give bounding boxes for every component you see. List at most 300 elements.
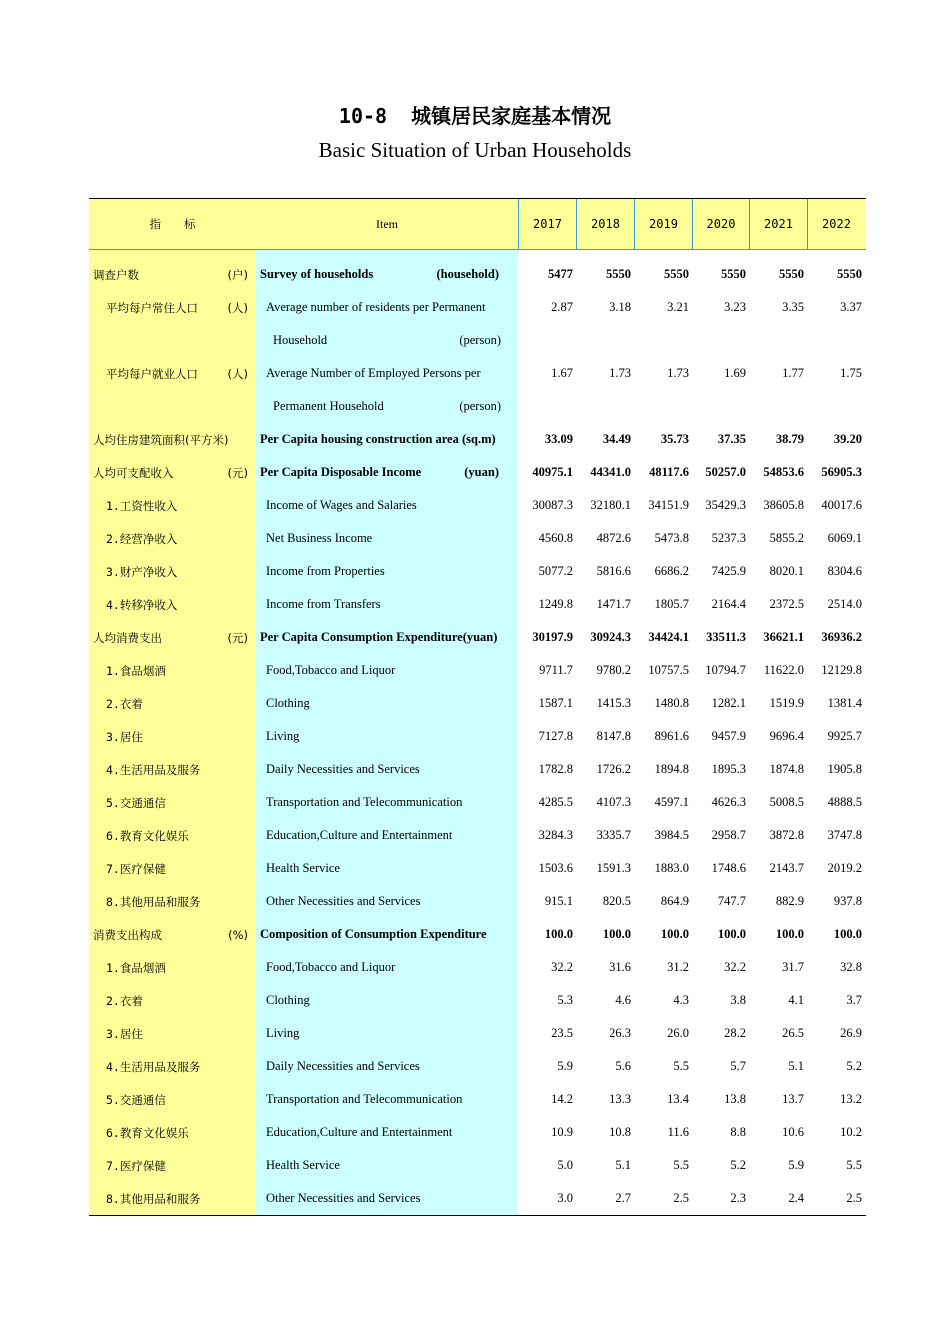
item-en-label: Transportation and Telecommunication (266, 1092, 463, 1106)
value-cell-2022: 26.9 (840, 1026, 862, 1040)
value-cell-2022: 2514.0 (827, 597, 862, 611)
table-row (89, 1017, 866, 1050)
value-cell-2021: 2.4 (788, 1191, 804, 1205)
indicator-cn-text: 人均消费支出 (93, 630, 162, 645)
indicator-cn-text: 医疗保健 (119, 1158, 166, 1173)
value-cell-2022: 3747.8 (827, 828, 862, 842)
table-row (89, 291, 866, 324)
value-cell-2018: 4872.6 (596, 531, 631, 545)
cell-indicator-cn (89, 720, 256, 753)
value-cell-2022: 2.5 (846, 1191, 862, 1205)
value-cell-2018: 1726.2 (596, 762, 631, 776)
value-cell-2018: 31.6 (609, 960, 631, 974)
item-en-label: Clothing (266, 696, 310, 710)
value-cell-2018: 4107.3 (596, 795, 631, 809)
indicator-cn-number: 1. (106, 663, 120, 678)
header-indicator: 指 标 (89, 199, 256, 249)
value-cell-2017: 5.0 (557, 1158, 573, 1172)
cell-indicator-cn (89, 753, 256, 786)
table-row (89, 621, 866, 654)
cell-item-en (256, 984, 518, 1017)
value-cell-2018: 30924.3 (590, 630, 631, 644)
value-cell-2019: 1883.0 (654, 861, 689, 875)
item-en-label: Per Capita Consumption Expenditure(yuan) (260, 630, 498, 644)
value-cell-2018 (576, 390, 634, 423)
value-cell-2020: 7425.9 (711, 564, 746, 578)
table-row (89, 522, 866, 555)
value-cell-2021: 1519.9 (769, 696, 804, 710)
value-cell-2017: 4285.5 (538, 795, 573, 809)
table-row (89, 885, 866, 918)
value-cell-2022: 1381.4 (827, 696, 862, 710)
table-row (89, 423, 866, 456)
indicator-cn-number: 5. (106, 1092, 120, 1107)
value-cell-2017 (518, 324, 576, 357)
item-en-label: Income from Transfers (266, 597, 381, 611)
value-cell-2020: 3.23 (724, 300, 746, 314)
value-cell-2020: 1282.1 (711, 696, 746, 710)
value-cell-2017: 1587.1 (538, 696, 573, 710)
table-number: 10-8 (338, 104, 388, 128)
item-en-label: Education,Culture and Entertainment (266, 828, 453, 842)
cell-item-en (256, 588, 518, 621)
value-cell-2022: 12129.8 (821, 663, 862, 677)
value-cell-2019 (634, 324, 692, 357)
table-row (89, 654, 866, 687)
value-cell-2021: 5550 (779, 267, 804, 281)
value-cell-2017: 3.0 (557, 1191, 573, 1205)
value-cell-2021: 5008.5 (769, 795, 804, 809)
cell-item-en (256, 687, 518, 720)
item-en-label: Other Necessities and Services (266, 1191, 421, 1205)
table-row (89, 687, 866, 720)
cell-indicator-cn (89, 522, 256, 555)
item-en-label: Health Service (266, 1158, 340, 1172)
value-cell-2017: 1782.8 (538, 762, 573, 776)
value-cell-2020 (692, 324, 749, 357)
item-en-label: Daily Necessities and Services (266, 1059, 420, 1073)
value-cell-2018: 34.49 (602, 432, 631, 446)
value-cell-2018: 32180.1 (590, 498, 631, 512)
cell-indicator-cn (89, 357, 256, 390)
value-cell-2019: 864.9 (660, 894, 689, 908)
value-cell-2020: 5.7 (730, 1059, 746, 1073)
indicator-cn-number: 3. (106, 729, 120, 744)
cell-indicator-cn (89, 654, 256, 687)
value-cell-2022: 4888.5 (827, 795, 862, 809)
value-cell-2020: 3.8 (730, 993, 746, 1007)
value-cell-2019: 5.5 (673, 1158, 689, 1172)
value-cell-2018: 26.3 (609, 1026, 631, 1040)
cell-indicator-cn (89, 1116, 256, 1149)
indicator-cn-label (106, 1026, 143, 1042)
indicator-cn-label (106, 1158, 166, 1174)
value-cell-2022: 2019.2 (827, 861, 862, 875)
indicator-cn-label (106, 1125, 189, 1141)
cell-item-en (256, 852, 518, 885)
cell-indicator-cn (89, 687, 256, 720)
item-en-label: Education,Culture and Entertainment (266, 1125, 453, 1139)
indicator-cn-label (106, 564, 177, 580)
value-cell-2021: 5.9 (788, 1158, 804, 1172)
value-cell-2021 (749, 324, 807, 357)
cell-item-en (256, 522, 518, 555)
item-en-label: Income of Wages and Salaries (266, 498, 417, 512)
value-cell-2018: 3335.7 (596, 828, 631, 842)
table-row (89, 819, 866, 852)
value-cell-2017: 32.2 (551, 960, 573, 974)
value-cell-2018: 13.3 (609, 1092, 631, 1106)
table-row (89, 390, 866, 423)
value-cell-2022: 56905.3 (821, 465, 862, 479)
item-en-label: Food,Tobacco and Liquor (266, 960, 396, 974)
value-cell-2019: 5473.8 (654, 531, 689, 545)
item-en-label: Clothing (266, 993, 310, 1007)
value-cell-2021: 36621.1 (763, 630, 804, 644)
cell-item-en (256, 291, 518, 324)
indicator-cn-number: 2. (106, 696, 120, 711)
value-cell-2022: 6069.1 (827, 531, 862, 545)
value-cell-2018: 100.0 (602, 927, 631, 941)
cell-item-en (256, 819, 518, 852)
value-cell-2019: 4597.1 (654, 795, 689, 809)
value-cell-2022: 5550 (837, 267, 862, 281)
indicator-cn-number: 1. (106, 960, 120, 975)
value-cell-2022: 32.8 (840, 960, 862, 974)
value-cell-2017: 5477 (548, 267, 573, 281)
value-cell-2020: 8.8 (730, 1125, 746, 1139)
cell-item-en (256, 1182, 518, 1215)
value-cell-2019: 1805.7 (654, 597, 689, 611)
value-cell-2019: 4.3 (673, 993, 689, 1007)
cell-indicator-cn (89, 918, 256, 951)
value-cell-2019: 6686.2 (654, 564, 689, 578)
indicator-cn-text: 衣着 (119, 993, 143, 1008)
cell-item-en (256, 1083, 518, 1116)
value-cell-2020: 2164.4 (711, 597, 746, 611)
value-cell-2019: 8961.6 (654, 729, 689, 743)
table-row (89, 1149, 866, 1182)
indicator-cn-number: 4. (106, 597, 120, 612)
value-cell-2019: 34151.9 (648, 498, 689, 512)
value-cell-2021: 2372.5 (769, 597, 804, 611)
value-cell-2017: 5077.2 (538, 564, 573, 578)
value-cell-2022: 937.8 (833, 894, 862, 908)
value-cell-2020: 5.2 (730, 1158, 746, 1172)
cell-indicator-cn (89, 1017, 256, 1050)
value-cell-2021: 3.35 (782, 300, 804, 314)
header-spacer (89, 250, 866, 258)
value-cell-2017: 100.0 (544, 927, 573, 941)
value-cell-2018: 8147.8 (596, 729, 631, 743)
cell-indicator-cn (89, 819, 256, 852)
value-cell-2019: 1.73 (667, 366, 689, 380)
item-en-unit: (person) (459, 333, 501, 347)
indicator-cn-text: 经营净收入 (119, 531, 178, 546)
value-cell-2018 (576, 324, 634, 357)
indicator-cn-text: 食品烟酒 (119, 663, 166, 678)
table-row (89, 918, 866, 951)
value-cell-2017 (518, 390, 576, 423)
value-cell-2019: 13.4 (667, 1092, 689, 1106)
cell-indicator-cn (89, 1149, 256, 1182)
indicator-cn-text: 转移净收入 (119, 597, 178, 612)
value-cell-2021: 5855.2 (769, 531, 804, 545)
cell-indicator-cn (89, 423, 256, 456)
item-en-unit: (person) (459, 399, 501, 413)
cell-indicator-cn (89, 258, 256, 291)
value-cell-2019: 5.5 (673, 1059, 689, 1073)
page-title-en: Basic Situation of Urban Households (318, 138, 632, 162)
indicator-cn-number: 2. (106, 531, 120, 546)
value-cell-2021: 26.5 (782, 1026, 804, 1040)
table-body (89, 258, 866, 1215)
cell-item-en (256, 423, 518, 456)
cell-item-en (256, 621, 518, 654)
indicator-cn-label (106, 960, 166, 976)
value-cell-2020: 32.2 (724, 960, 746, 974)
cell-indicator-cn (89, 885, 256, 918)
indicator-cn-text: 教育文化娱乐 (119, 828, 189, 843)
cell-item-en (256, 786, 518, 819)
table-row (89, 324, 866, 357)
value-cell-2022: 1.75 (840, 366, 862, 380)
indicator-cn-text: 平均每户就业人口 (106, 366, 198, 381)
value-cell-2021: 1874.8 (769, 762, 804, 776)
value-cell-2022: 5.5 (846, 1158, 862, 1172)
indicator-cn-unit: (元) (227, 630, 248, 645)
cell-item-en (256, 357, 518, 390)
indicator-cn-text: 其他用品和服务 (119, 894, 201, 909)
indicator-cn-label (106, 696, 143, 712)
indicator-cn-unit: (人) (227, 300, 248, 315)
value-cell-2019: 5550 (664, 267, 689, 281)
value-cell-2018: 1415.3 (596, 696, 631, 710)
item-en-unit: (household) (436, 267, 499, 281)
value-cell-2022: 3.7 (846, 993, 862, 1007)
value-cell-2021: 2143.7 (769, 861, 804, 875)
value-cell-2020: 1.69 (724, 366, 746, 380)
value-cell-2020: 747.7 (717, 894, 746, 908)
value-cell-2021: 4.1 (788, 993, 804, 1007)
indicator-cn-label (93, 465, 174, 481)
indicator-cn-label (106, 828, 189, 844)
table-row (89, 555, 866, 588)
indicator-cn-number: 4. (106, 762, 120, 777)
indicator-cn-text: 医疗保健 (119, 861, 166, 876)
header-year-2022: 2022 (807, 199, 865, 249)
indicator-cn-label (106, 1059, 200, 1075)
value-cell-2017: 7127.8 (538, 729, 573, 743)
indicator-cn-text: 消费支出构成 (93, 927, 162, 942)
header-year-2021: 2021 (749, 199, 807, 249)
indicator-cn-text: 财产净收入 (119, 564, 178, 579)
item-en-unit: (yuan) (464, 465, 499, 479)
value-cell-2018: 5.6 (615, 1059, 631, 1073)
cell-indicator-cn (89, 1182, 256, 1215)
value-cell-2021: 11622.0 (763, 663, 804, 677)
indicator-cn-text: 居住 (119, 1026, 143, 1041)
value-cell-2017: 2.87 (551, 300, 573, 314)
cell-indicator-cn (89, 489, 256, 522)
indicator-cn-label (106, 597, 177, 613)
cell-item-en (256, 1017, 518, 1050)
value-cell-2017: 5.3 (557, 993, 573, 1007)
value-cell-2018: 44341.0 (590, 465, 631, 479)
value-cell-2020 (692, 390, 749, 423)
table-row (89, 852, 866, 885)
value-cell-2022: 5.2 (846, 1059, 862, 1073)
cell-indicator-cn (89, 456, 256, 489)
cell-item-en (256, 951, 518, 984)
indicator-cn-number: 7. (106, 861, 120, 876)
spacer-en (256, 250, 518, 258)
cell-item-en (256, 1116, 518, 1149)
indicator-cn-text: 人均可支配收入 (93, 465, 174, 480)
indicator-cn-label (106, 531, 177, 547)
cell-item-en (256, 258, 518, 291)
cell-item-en (256, 555, 518, 588)
value-cell-2020: 2958.7 (711, 828, 746, 842)
cell-indicator-cn (89, 984, 256, 1017)
value-cell-2018: 5.1 (615, 1158, 631, 1172)
table-row (89, 258, 866, 291)
value-cell-2022: 39.20 (833, 432, 862, 446)
value-cell-2019: 3984.5 (654, 828, 689, 842)
value-cell-2020: 10794.7 (705, 663, 746, 677)
item-en-label: Transportation and Telecommunication (266, 795, 463, 809)
value-cell-2017: 1.67 (551, 366, 573, 380)
header-year-2017: 2017 (518, 199, 576, 249)
item-en-label: Other Necessities and Services (266, 894, 421, 908)
value-cell-2017: 40975.1 (532, 465, 573, 479)
value-cell-2017: 23.5 (551, 1026, 573, 1040)
indicator-cn-text: 交通通信 (119, 1092, 166, 1107)
value-cell-2018: 5816.6 (596, 564, 631, 578)
value-cell-2020: 37.35 (717, 432, 746, 446)
cell-indicator-cn (89, 621, 256, 654)
indicator-cn-label (106, 861, 166, 877)
header-year-2019: 2019 (634, 199, 692, 249)
value-cell-2020: 35429.3 (705, 498, 746, 512)
value-cell-2022: 13.2 (840, 1092, 862, 1106)
item-en-label: Survey of households (260, 267, 374, 281)
table-row (89, 753, 866, 786)
value-cell-2017: 10.9 (551, 1125, 573, 1139)
value-cell-2017: 33.09 (544, 432, 573, 446)
cell-item-en (256, 654, 518, 687)
value-cell-2020: 2.3 (730, 1191, 746, 1205)
indicator-cn-unit: (户) (227, 267, 248, 282)
value-cell-2021: 31.7 (782, 960, 804, 974)
item-en-label: Permanent Household (273, 399, 384, 413)
item-en-label: Net Business Income (266, 531, 373, 545)
value-cell-2020: 5237.3 (711, 531, 746, 545)
value-cell-2019: 1894.8 (654, 762, 689, 776)
cell-indicator-cn (89, 324, 256, 357)
value-cell-2021: 13.7 (782, 1092, 804, 1106)
indicator-cn-label (93, 432, 228, 448)
value-cell-2017: 5.9 (557, 1059, 573, 1073)
value-cell-2020: 1748.6 (711, 861, 746, 875)
cell-indicator-cn (89, 390, 256, 423)
value-cell-2021: 54853.6 (763, 465, 804, 479)
value-cell-2019: 3.21 (667, 300, 689, 314)
indicator-cn-label (106, 1191, 200, 1207)
value-cell-2021: 5.1 (788, 1059, 804, 1073)
value-cell-2022 (807, 390, 865, 423)
indicator-cn-text: 工资性收入 (119, 498, 178, 513)
value-cell-2019: 1480.8 (654, 696, 689, 710)
indicator-cn-text: 其他用品和服务 (119, 1191, 201, 1206)
value-cell-2018: 1.73 (609, 366, 631, 380)
indicator-cn-label (106, 366, 198, 382)
value-cell-2020: 1895.3 (711, 762, 746, 776)
indicator-cn-number: 2. (106, 993, 120, 1008)
value-cell-2017: 9711.7 (539, 663, 573, 677)
indicator-cn-number: 6. (106, 1125, 120, 1140)
value-cell-2022: 3.37 (840, 300, 862, 314)
value-cell-2022: 9925.7 (827, 729, 862, 743)
value-cell-2017: 1503.6 (538, 861, 573, 875)
cell-indicator-cn (89, 852, 256, 885)
item-en-label: Per Capita Disposable Income (260, 465, 422, 479)
value-cell-2018: 4.6 (615, 993, 631, 1007)
cell-item-en (256, 324, 518, 357)
indicator-cn-number: 6. (106, 828, 120, 843)
cell-item-en (256, 885, 518, 918)
item-en-label: Health Service (266, 861, 340, 875)
cell-item-en (256, 918, 518, 951)
value-cell-2017: 915.1 (544, 894, 573, 908)
indicator-cn-text: 平均每户常住人口 (106, 300, 198, 315)
cell-item-en (256, 753, 518, 786)
table-row (89, 357, 866, 390)
indicator-cn-text: 衣着 (119, 696, 143, 711)
value-cell-2018: 3.18 (609, 300, 631, 314)
indicator-cn-number: 5. (106, 795, 120, 810)
table-row (89, 588, 866, 621)
table-row (89, 720, 866, 753)
indicator-cn-label (93, 927, 162, 943)
table-row (89, 1116, 866, 1149)
cell-indicator-cn (89, 291, 256, 324)
value-cell-2018: 820.5 (602, 894, 631, 908)
table-row (89, 1182, 866, 1215)
value-cell-2018: 1471.7 (596, 597, 631, 611)
indicator-cn-unit: (%) (228, 927, 248, 942)
item-en-label: Income from Properties (266, 564, 385, 578)
value-cell-2021: 38605.8 (763, 498, 804, 512)
indicator-cn-text: 生活用品及服务 (119, 1059, 201, 1074)
indicator-cn-label (93, 630, 162, 646)
cell-indicator-cn (89, 951, 256, 984)
value-cell-2020: 28.2 (724, 1026, 746, 1040)
value-cell-2018: 1591.3 (596, 861, 631, 875)
title-cn-text: 城镇居民家庭基本情况 (411, 104, 612, 128)
item-en-label: Average number of residents per Permanent (266, 300, 486, 314)
value-cell-2022: 100.0 (833, 927, 862, 941)
indicator-cn-number: 1. (106, 498, 120, 513)
cell-item-en (256, 1050, 518, 1083)
item-en-label: Daily Necessities and Services (266, 762, 420, 776)
item-en-label: Average Number of Employed Persons per (266, 366, 481, 380)
value-cell-2021 (749, 390, 807, 423)
indicator-cn-label (106, 762, 200, 778)
indicator-cn-label (93, 267, 139, 283)
item-en-label: Per Capita housing construction area (sq.m) (260, 432, 496, 446)
table-row (89, 984, 866, 1017)
